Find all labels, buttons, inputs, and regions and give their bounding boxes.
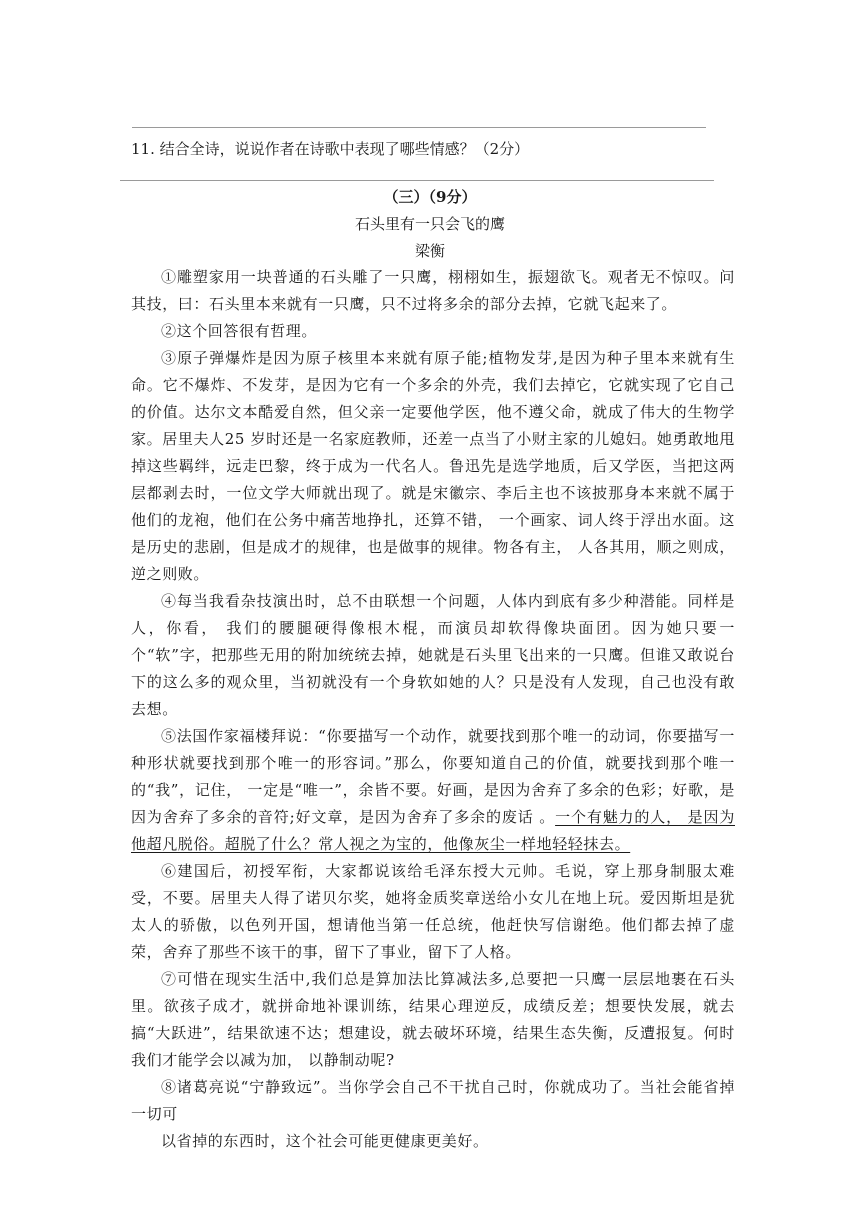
article-body xyxy=(131,264,735,1155)
paragraph-2: ②这个回答很有哲理。 xyxy=(161,322,318,340)
question-11: 11. 结合全诗，说说作者在诗歌中表现了哪些情感？（2分） xyxy=(131,140,530,158)
paragraph-8: ⑧诸葛亮说“宁静致远”。当你学会自己不干扰自己时，你就成功了。当社会能省掉一切可 xyxy=(131,1078,735,1123)
answer-line xyxy=(132,127,706,128)
paragraph-3: ③原子弹爆炸是因为原子核里本来就有原子能;植物发芽,是因为种子里本来就有生命。它不爆炸、不发芽，是因为它有一个多余的外壳，我们去掉它，它就实现了它自己的价值。达尔文本酷爱自然，但父亲一定要他学医，他不遵父命，就成了伟大的生物学家。居里夫人25 岁时还是一名家庭教师，还差一点当了小财主家的儿媳妇。她勇敢地甩掉这些羁绊，远走巴黎，终于成为一代名人。鲁迅先是选学地质，后又学医，当把这两层都剥去时，一位文学大师就出现了。就是宋徽宗、李后主也不该披那身本来就不属于他们的龙袍，他们在公务中痛苦地挣扎，还算不错， 一个画家、词人终于浮出水面。这是历史的悲剧，但是成才的规律，也是做事的规律。物各有主， 人各其用，顺之则成，逆之则败。 xyxy=(131,349,735,583)
underlined-sentence: 一个有魅力的人， 是因为他超凡脱俗。超脱了什么？常人视之为宝的，他像灰尘一样地轻轻抹去。 xyxy=(131,808,735,853)
paragraph-7: ⑦可惜在现实生活中,我们总是算加法比算减法多,总要把一只鹰一层层地裹在石头里。欲孩子成才，就拼命地补课训练，结果心理逆反，成绩反差；想要快发展，就去搞“大跃进”，结果欲速不达；想建设，就去破坏环境，结果生态失衡，反遭报复。何时我们才能学会以减为加， 以静制动呢? xyxy=(131,970,735,1069)
answer-line xyxy=(120,180,714,181)
article-title: 石头里有一只会飞的鹰 xyxy=(354,215,505,233)
paragraph-5 xyxy=(131,723,735,858)
paragraph-4: ④每当我看杂技演出时，总不由联想一个问题，人体内到底有多少种潜能。同样是人，你看， 我们的腰腿硬得像根木棍，而演员却软得像块面团。因为她只要一个“软”字，把那些无用的附加统统去掉，她就是石头里飞出来的一只鹰。但谁又敢说台下的这么多的观众里，当初就没有一个身软如她的人？只是没有人发现，自己也没有敢去想。 xyxy=(131,592,735,718)
paragraph-1: ①雕塑家用一块普通的石头雕了一只鹰，栩栩如生，振翅欲飞。观者无不惊叹。问其技，曰：石头里本来就有一只鹰，只不过将多余的部分去掉，它就飞起来了。 xyxy=(131,268,735,313)
paragraph-5-text: ⑤法国作家福楼拜说：“你要描写一个动作，就要找到那个唯一的动词，你要描写一种形状就要找到那个唯一的形容词。”那么，你要知道自己的价值，就要找到那个唯一的“我”，记住， 一定是“唯一”，余皆不要。好画，是因为舍弃了多余的色彩；好歌，是因为舍弃了多余的音符;好文章，是因为舍弃了多余的废话 。 xyxy=(131,727,735,826)
section-heading: （三）（9分） xyxy=(383,188,477,206)
paragraph-6: ⑥建国后，初授军衔，大家都说该给毛泽东授大元帅。毛说，穿上那身制服太难受，不要。居里夫人得了诺贝尔奖，她将金质奖章送给小女儿在地上玩。爱因斯坦是犹太人的骄傲，以色列开国，想请他当第一任总统，他赶快写信谢绝。他们都去掉了虚荣，舍弃了那些不该干的事，留下了事业，留下了人格。 xyxy=(131,862,735,961)
article-author: 梁衡 xyxy=(414,242,445,260)
paragraph-8-continued: 以省掉的东西时，这个社会可能更健康更美好。 xyxy=(161,1132,489,1150)
